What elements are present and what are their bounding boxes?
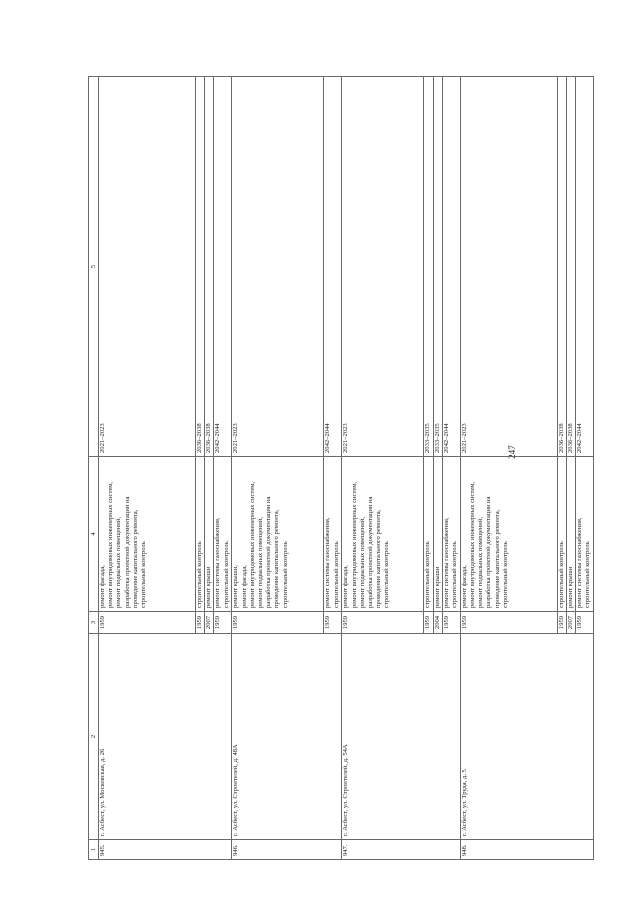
- object-number: 945.: [99, 840, 232, 860]
- column-header: 4: [89, 457, 99, 612]
- work-description: [557, 457, 566, 612]
- rotated-table-area: [88, 76, 592, 860]
- work-period: 2033–2035: [424, 77, 433, 457]
- work-line: ремонт системы газоснабжения,: [576, 517, 584, 608]
- work-description: [342, 457, 424, 612]
- build-year: 1959: [557, 612, 566, 634]
- build-year: 1959: [324, 612, 342, 634]
- work-line: проведение капитального ремонта,: [273, 509, 281, 608]
- work-line: ремонт внутридомовых инженерных систем,: [350, 481, 358, 608]
- table-rotator: [88, 76, 592, 860]
- work-line: строительный контроль: [222, 541, 230, 608]
- work-period: 2033–2035: [433, 77, 442, 457]
- work-line: ремонт фасада,: [99, 565, 106, 608]
- build-year: 1959: [99, 612, 196, 634]
- object-address: г. Асбест, ул. Строителей, д. 54А: [342, 634, 460, 840]
- build-year: 1959: [576, 612, 594, 634]
- work-line: разработка проектной документации на: [367, 496, 375, 608]
- object-number: 948.: [460, 840, 593, 860]
- work-line: строительный контроль: [584, 541, 592, 608]
- work-line: строительный контроль: [501, 541, 509, 608]
- work-line: строительный контроль: [424, 541, 432, 608]
- page-number: 247: [507, 445, 517, 459]
- build-year: 1959: [232, 612, 324, 634]
- work-period: 2021–2023: [232, 77, 324, 457]
- work-period: 2042–2044: [442, 77, 460, 457]
- work-line: ремонт фасада,: [240, 565, 248, 608]
- work-description: [442, 457, 460, 612]
- work-line: строительный контроль: [140, 541, 148, 608]
- work-line: ремонт внутридомовых инженерных систем,: [469, 481, 477, 608]
- work-line: ремонт подвальных помещений,: [257, 517, 265, 608]
- build-year: 2007: [567, 612, 576, 634]
- work-description: [433, 457, 442, 612]
- work-line: строительный контроль: [557, 541, 565, 608]
- build-year: 1959: [342, 612, 424, 634]
- table-row: [232, 77, 324, 860]
- work-description: [567, 457, 576, 612]
- column-header: 5: [89, 77, 99, 457]
- column-header: 3: [89, 612, 99, 634]
- column-header: 2: [89, 634, 99, 840]
- build-year: 2007: [205, 612, 214, 634]
- build-year: 1959: [196, 612, 205, 634]
- build-year: 1959: [442, 612, 460, 634]
- header-row: [89, 77, 99, 860]
- column-header: 1: [89, 840, 99, 860]
- work-line: строительный контроль: [196, 541, 203, 608]
- table-row: [342, 77, 424, 860]
- work-line: разработка проектной документации на: [485, 496, 493, 608]
- work-period: 2021–2023: [99, 77, 196, 457]
- build-year: 1959: [460, 612, 557, 634]
- work-line: ремонт фасада,: [342, 565, 350, 608]
- work-period: 2042–2044: [576, 77, 594, 457]
- object-address: г. Асбест, ул. Московская, д. 26: [99, 634, 232, 840]
- work-line: разработка проектной документации на: [123, 496, 131, 608]
- work-line: ремонт внутридомовых инженерных систем,: [107, 481, 115, 608]
- work-line: ремонт системы газоснабжения,: [324, 517, 332, 608]
- work-description: [460, 457, 557, 612]
- work-line: ремонт крыши: [205, 566, 213, 608]
- work-line: ремонт крыши: [433, 566, 441, 608]
- work-line: ремонт системы газоснабжения,: [442, 517, 450, 608]
- work-description: [196, 457, 205, 612]
- work-description: [324, 457, 342, 612]
- work-line: проведение капитального ремонта,: [375, 509, 383, 608]
- work-line: ремонт подвальных помещений,: [115, 517, 123, 608]
- object-address: г. Асбест, ул. Строителей, д. 48А: [232, 634, 342, 840]
- work-line: ремонт крыши: [567, 566, 575, 608]
- work-line: ремонт системы газоснабжения,: [214, 517, 222, 608]
- work-line: ремонт подвальных помещений,: [477, 517, 485, 608]
- work-period: 2042–2044: [214, 77, 232, 457]
- work-line: проведение капитального ремонта,: [131, 509, 139, 608]
- work-description: [214, 457, 232, 612]
- object-address: г. Асбест, ул. Труда, д. 5: [460, 634, 593, 840]
- work-line: проведение капитального ремонта,: [493, 509, 501, 608]
- work-line: строительный контроль: [383, 541, 391, 608]
- work-period: 2036–2038: [557, 77, 566, 457]
- work-line: ремонт крыши,: [232, 565, 240, 608]
- work-description: [205, 457, 214, 612]
- work-period: 2036–2038: [196, 77, 205, 457]
- work-description: [99, 457, 196, 612]
- repair-schedule-table: [88, 76, 594, 860]
- work-line: ремонт фасада,: [460, 565, 468, 608]
- table-row: [99, 77, 196, 860]
- work-line: разработка проектной документации на: [265, 496, 273, 608]
- build-year: 1959: [424, 612, 433, 634]
- work-line: ремонт внутридомовых инженерных систем,: [248, 481, 256, 608]
- work-line: ремонт подвальных помещений,: [358, 517, 366, 608]
- table-row: [460, 77, 557, 860]
- object-number: 946.: [232, 840, 342, 860]
- work-period: 2042–2044: [324, 77, 342, 457]
- work-description: [232, 457, 324, 612]
- work-description: [576, 457, 594, 612]
- work-line: строительный контроль: [332, 541, 340, 608]
- build-year: 2004: [433, 612, 442, 634]
- work-period: 2021–2023: [460, 77, 557, 457]
- build-year: 1959: [214, 612, 232, 634]
- work-period: 2036–2038: [567, 77, 576, 457]
- work-period: 2021–2023: [342, 77, 424, 457]
- work-description: [424, 457, 433, 612]
- object-number: 947.: [342, 840, 460, 860]
- work-period: 2036–2038: [205, 77, 214, 457]
- work-line: строительный контроль: [451, 541, 459, 608]
- work-line: строительный контроль: [281, 541, 289, 608]
